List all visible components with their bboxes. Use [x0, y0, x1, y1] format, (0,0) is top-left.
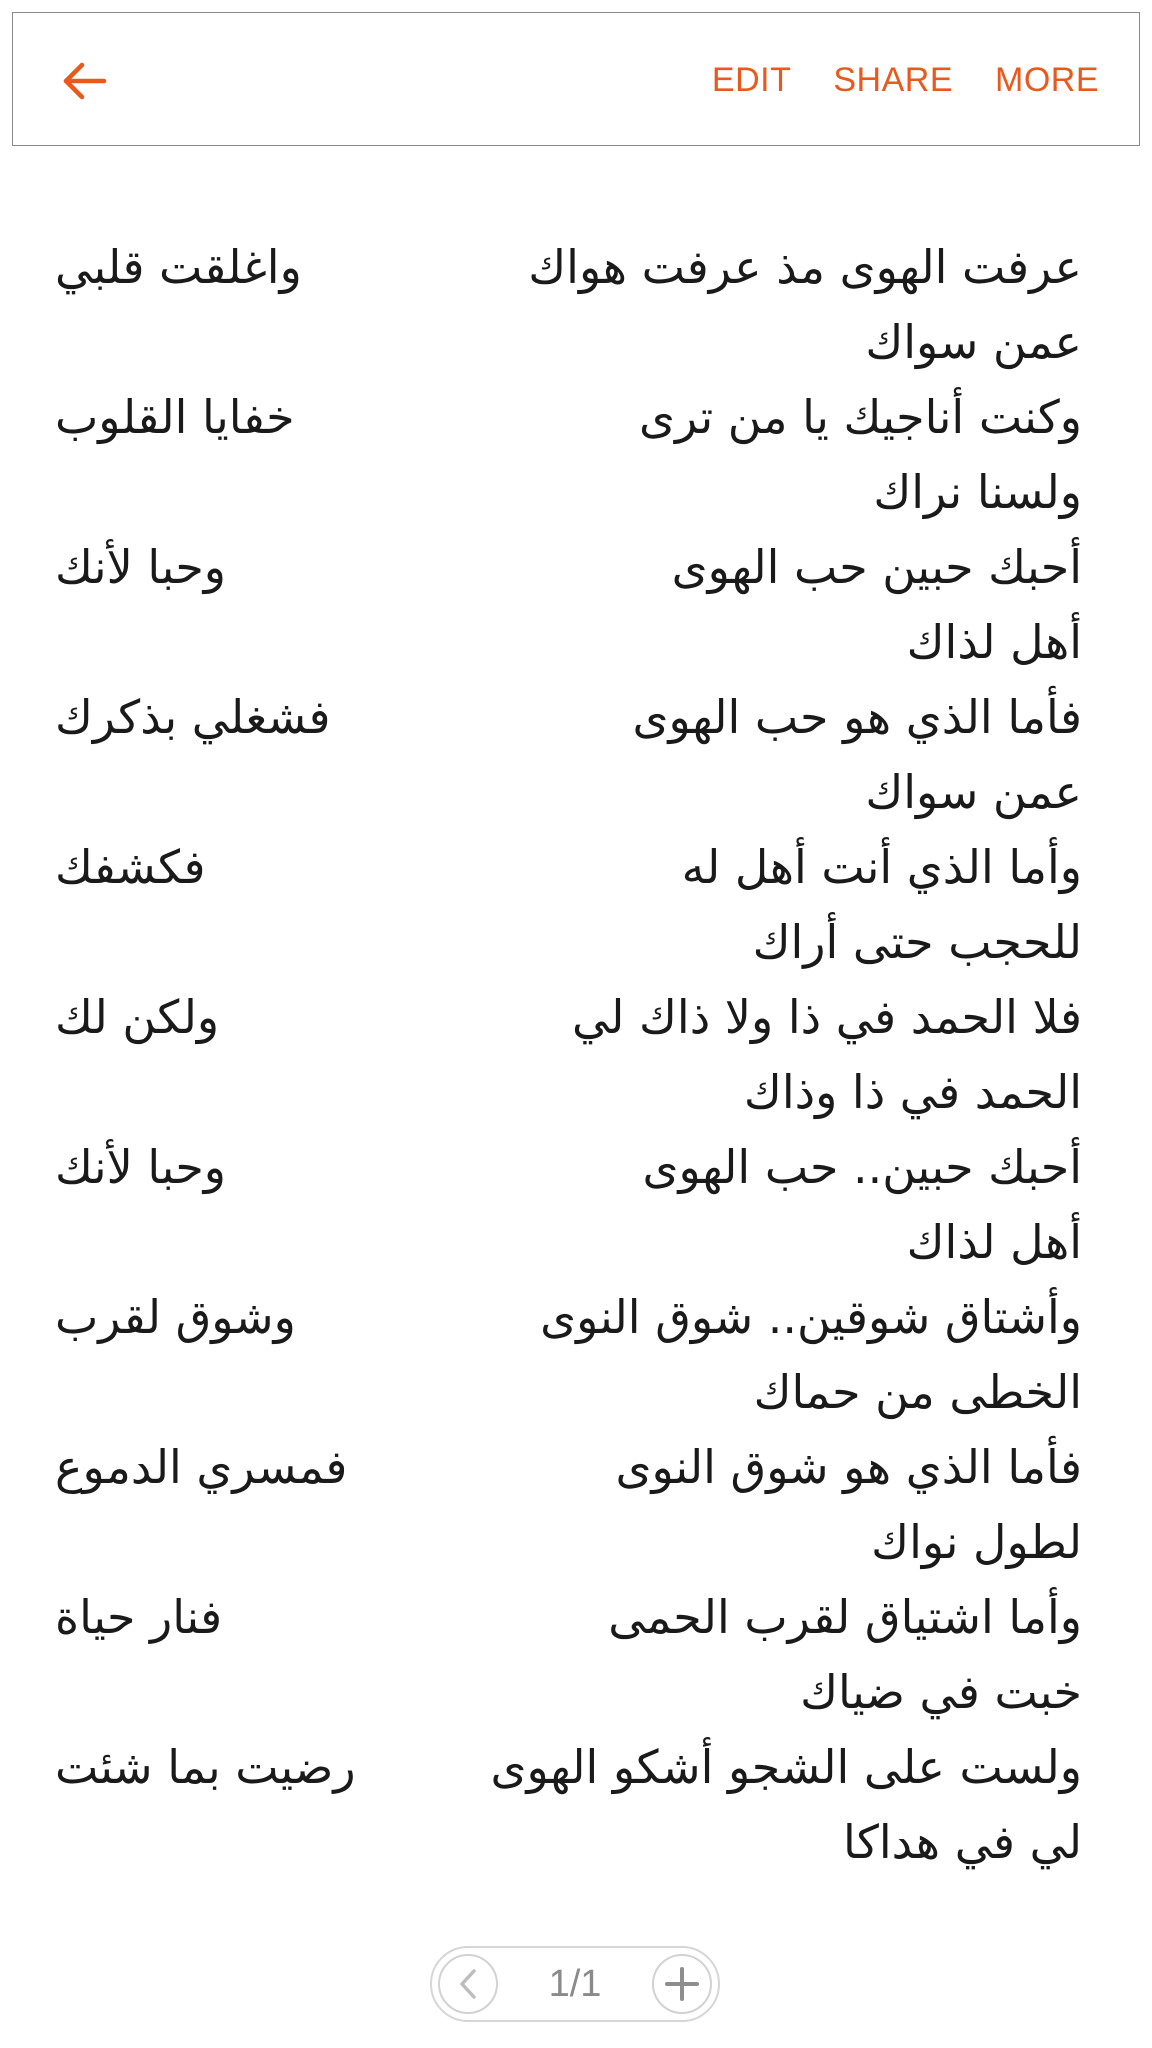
page-navigator — [430, 1946, 720, 2022]
poem-hemistich-first: وكنت أناجيك يا من ترى — [639, 390, 1082, 444]
poem-line-continuation: ولسنا نراك — [873, 465, 1082, 519]
poem-line-continuation: أهل لذاك — [906, 1215, 1082, 1269]
poem-text — [0, 236, 1152, 1886]
poem-line-continuation: الحمد في ذا وذاك — [743, 1065, 1082, 1119]
poem-line-continuation: لطول نواك — [871, 1515, 1082, 1569]
poem-line — [0, 1286, 1152, 1436]
poem-hemistich-second: رضيت بما شئت — [55, 1740, 356, 1794]
poem-hemistich-second: وشوق لقرب — [55, 1290, 296, 1344]
poem-hemistich-second: واغلقت قلبي — [55, 240, 302, 294]
poem-line-continuation: الخطى من حماك — [753, 1365, 1082, 1419]
poem-hemistich-first: فأما الذي هو شوق النوى — [615, 1440, 1082, 1494]
arrow-left-icon — [60, 59, 108, 103]
poem-line — [0, 236, 1152, 386]
more-button[interactable]: MORE — [995, 60, 1099, 99]
poem-line — [0, 386, 1152, 536]
poem-hemistich-second: وحبا لأنك — [55, 1140, 226, 1194]
poem-hemistich-first: أحبك حبين حب الهوى — [671, 540, 1082, 594]
poem-hemistich-first: أحبك حبين.. حب الهوى — [642, 1140, 1082, 1194]
poem-hemistich-first: عرفت الهوى مذ عرفت هواك — [528, 240, 1082, 294]
poem-hemistich-first: ولست على الشجو أشكو الهوى — [490, 1740, 1082, 1794]
poem-line-continuation: خبت في ضياك — [800, 1665, 1082, 1719]
poem-line — [0, 1736, 1152, 1886]
back-button[interactable] — [49, 49, 119, 113]
edit-button[interactable]: EDIT — [711, 60, 792, 99]
poem-hemistich-second: فكشفك — [55, 840, 206, 894]
toolbar-actions — [712, 13, 1099, 147]
poem-hemistich-second: وحبا لأنك — [55, 540, 226, 594]
poem-hemistich-second: فنار حياة — [55, 1590, 223, 1644]
plus-icon — [663, 1965, 701, 2003]
top-toolbar — [12, 12, 1140, 146]
poem-line — [0, 1586, 1152, 1736]
poem-line-continuation: عمن سواك — [865, 315, 1082, 369]
poem-line — [0, 986, 1152, 1136]
add-page-button[interactable] — [652, 1954, 712, 2014]
poem-hemistich-second: فمسري الدموع — [55, 1440, 348, 1494]
poem-hemistich-first: وأما اشتياق لقرب الحمى — [608, 1590, 1082, 1644]
poem-hemistich-first: فلا الحمد في ذا ولا ذاك لي — [572, 990, 1082, 1044]
poem-hemistich-first: وأما الذي أنت أهل له — [681, 840, 1082, 894]
poem-hemistich-second: خفايا القلوب — [55, 390, 295, 444]
poem-hemistich-first: فأما الذي هو حب الهوى — [632, 690, 1082, 744]
poem-hemistich-second: فشغلي بذكرك — [55, 690, 331, 744]
poem-line-continuation: عمن سواك — [865, 765, 1082, 819]
share-button[interactable]: SHARE — [833, 60, 953, 99]
poem-hemistich-first: وأشتاق شوقين.. شوق النوى — [540, 1290, 1082, 1344]
poem-line — [0, 686, 1152, 836]
poem-line — [0, 1136, 1152, 1286]
poem-line — [0, 536, 1152, 686]
page-count: 1/1 — [548, 1963, 602, 2005]
poem-hemistich-second: ولكن لك — [55, 990, 220, 1044]
poem-line-continuation: لي في هداكا — [842, 1815, 1082, 1869]
poem-line-continuation: للحجب حتى أراك — [752, 915, 1082, 969]
poem-line — [0, 1436, 1152, 1586]
poem-line-continuation: أهل لذاك — [906, 615, 1082, 669]
poem-line — [0, 836, 1152, 986]
